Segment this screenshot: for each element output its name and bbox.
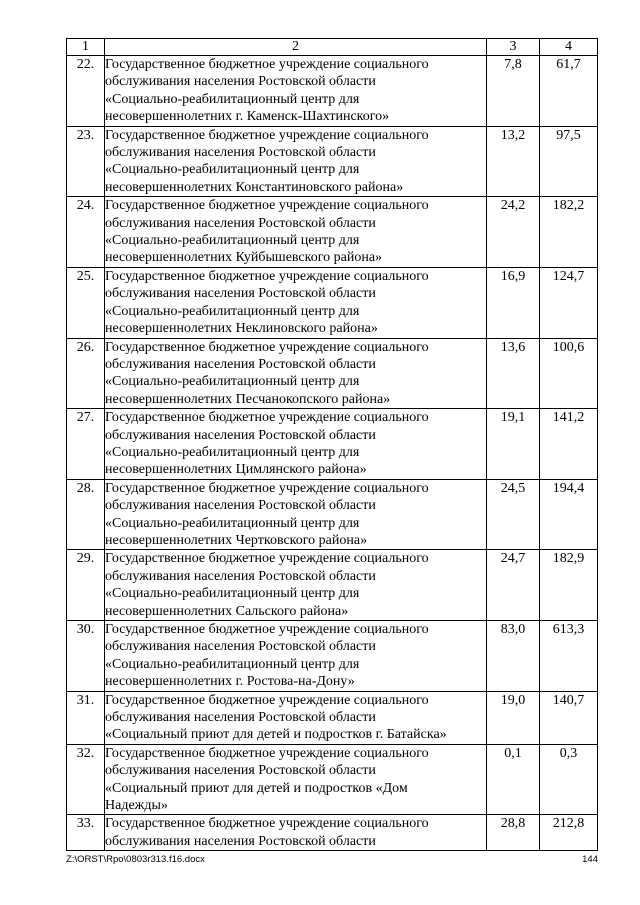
institution-name-line: несовершеннолетних г. Ростова-на-Дону» bbox=[105, 674, 355, 690]
institution-name bbox=[105, 621, 487, 692]
institution-name bbox=[105, 126, 487, 197]
institution-name-line: несовершеннолетних Неклиновского района» bbox=[105, 321, 378, 337]
institution-name-line: несовершеннолетних Чертковского района» bbox=[105, 532, 368, 548]
table-row bbox=[67, 550, 598, 621]
institution-name-line: обслуживания населения Ростовской области bbox=[105, 710, 376, 726]
institution-name-line: обслуживания населения Ростовской области bbox=[105, 568, 376, 584]
institution-name bbox=[105, 815, 487, 851]
row-number: 32. bbox=[67, 744, 105, 815]
institution-name bbox=[105, 197, 487, 268]
row-number: 26. bbox=[67, 338, 105, 409]
value-col-3: 0,1 bbox=[487, 744, 540, 815]
institution-name-line: «Социально-реабилитационный центр для bbox=[105, 444, 360, 460]
value-col-3: 19,1 bbox=[487, 409, 540, 480]
value-col-4: 0,3 bbox=[540, 744, 598, 815]
institution-name-line: «Социально-реабилитационный центр для bbox=[105, 586, 360, 602]
institution-name-line: обслуживания населения Ростовской области bbox=[105, 215, 376, 231]
row-number: 23. bbox=[67, 126, 105, 197]
institution-name-line: несовершеннолетних Константиновского района» bbox=[105, 179, 404, 195]
value-col-3: 19,0 bbox=[487, 691, 540, 744]
institution-name-line: Государственное бюджетное учреждение социального bbox=[105, 480, 429, 496]
value-col-4: 212,8 bbox=[540, 815, 598, 851]
value-col-3: 16,9 bbox=[487, 267, 540, 338]
value-col-4: 182,9 bbox=[540, 550, 598, 621]
institution-name-line: обслуживания населения Ростовской области bbox=[105, 286, 376, 302]
institution-name-line: Государственное бюджетное учреждение социального bbox=[105, 339, 429, 355]
table-row bbox=[67, 744, 598, 815]
institution-name bbox=[105, 550, 487, 621]
value-col-4: 100,6 bbox=[540, 338, 598, 409]
institution-name-line: обслуживания населения Ростовской области bbox=[105, 639, 376, 655]
value-col-3: 24,5 bbox=[487, 479, 540, 550]
row-number: 28. bbox=[67, 479, 105, 550]
institution-name bbox=[105, 338, 487, 409]
institution-name bbox=[105, 479, 487, 550]
institution-name-line: «Социально-реабилитационный центр для bbox=[105, 233, 360, 249]
row-number: 22. bbox=[67, 56, 105, 127]
header-col-2: 2 bbox=[105, 39, 487, 56]
value-col-4: 194,4 bbox=[540, 479, 598, 550]
table-row bbox=[67, 479, 598, 550]
value-col-3: 83,0 bbox=[487, 621, 540, 692]
institution-name-line: обслуживания населения Ростовской области bbox=[105, 427, 376, 443]
institution-name-line: Надежды» bbox=[105, 798, 168, 814]
header-col-4: 4 bbox=[540, 39, 598, 56]
institution-name-line: Государственное бюджетное учреждение социального bbox=[105, 622, 429, 637]
table-row bbox=[67, 56, 598, 127]
value-col-3: 13,2 bbox=[487, 126, 540, 197]
value-col-4: 61,7 bbox=[540, 56, 598, 127]
institution-name-line: несовершеннолетних г. Каменск-Шахтинского» bbox=[105, 109, 390, 125]
institution-name-line: «Социально-реабилитационный центр для bbox=[105, 162, 360, 178]
table-row bbox=[67, 197, 598, 268]
institution-name-line: несовершеннолетних Сальского района» bbox=[105, 603, 349, 619]
value-col-4: 613,3 bbox=[540, 621, 598, 692]
institution-name-line: Государственное бюджетное учреждение социального bbox=[105, 127, 429, 143]
value-col-3: 7,8 bbox=[487, 56, 540, 127]
header-col-1: 1 bbox=[67, 39, 105, 56]
footer-page-number: 144 bbox=[582, 854, 598, 865]
institution-name-line: Государственное бюджетное учреждение социального bbox=[105, 816, 429, 832]
row-number: 27. bbox=[67, 409, 105, 480]
value-col-3: 24,2 bbox=[487, 197, 540, 268]
institution-name bbox=[105, 56, 487, 127]
institution-name-line: «Социальный приют для детей и подростков «Дом bbox=[105, 780, 408, 796]
institution-name-line: Государственное бюджетное учреждение социального bbox=[105, 198, 429, 214]
row-number: 33. bbox=[67, 815, 105, 851]
document-table bbox=[66, 38, 598, 851]
row-number: 29. bbox=[67, 550, 105, 621]
value-col-4: 141,2 bbox=[540, 409, 598, 480]
value-col-3: 28,8 bbox=[487, 815, 540, 851]
value-col-4: 124,7 bbox=[540, 267, 598, 338]
table-row bbox=[67, 267, 598, 338]
row-number: 30. bbox=[67, 621, 105, 692]
institution-name bbox=[105, 691, 487, 744]
institution-name-line: «Социальный приют для детей и подростков г. Батайска» bbox=[105, 727, 447, 743]
institution-name-line: «Социально-реабилитационный центр для bbox=[105, 91, 360, 107]
table-row bbox=[67, 815, 598, 851]
institution-name bbox=[105, 267, 487, 338]
institution-name-line: Государственное бюджетное учреждение социального bbox=[105, 410, 429, 426]
row-number: 31. bbox=[67, 691, 105, 744]
institution-name bbox=[105, 744, 487, 815]
institution-name-line: Государственное бюджетное учреждение социального bbox=[105, 57, 429, 72]
institution-name-line: обслуживания населения Ростовской области bbox=[105, 145, 376, 161]
value-col-4: 140,7 bbox=[540, 691, 598, 744]
institution-name-line: Государственное бюджетное учреждение социального bbox=[105, 551, 429, 567]
institution-name-line: обслуживания населения Ростовской области bbox=[105, 763, 376, 779]
table-row bbox=[67, 409, 598, 480]
institution-name-line: обслуживания населения Ростовской области bbox=[105, 74, 376, 90]
table-header-row bbox=[67, 39, 598, 56]
institution-name-line: обслуживания населения Ростовской области bbox=[105, 833, 376, 849]
row-number: 25. bbox=[67, 267, 105, 338]
table-row bbox=[67, 338, 598, 409]
institution-name-line: несовершеннолетних Цимлянского района» bbox=[105, 462, 367, 478]
row-number: 24. bbox=[67, 197, 105, 268]
institution-name-line: «Социально-реабилитационный центр для bbox=[105, 515, 360, 531]
institution-name-line: «Социально-реабилитационный центр для bbox=[105, 303, 360, 319]
value-col-3: 13,6 bbox=[487, 338, 540, 409]
institution-name-line: «Социально-реабилитационный центр для bbox=[105, 374, 360, 390]
header-col-3: 3 bbox=[487, 39, 540, 56]
institution-name-line: несовершеннолетних Куйбышевского района» bbox=[105, 250, 383, 266]
value-col-4: 97,5 bbox=[540, 126, 598, 197]
table-row bbox=[67, 621, 598, 692]
institution-name bbox=[105, 409, 487, 480]
table-row bbox=[67, 691, 598, 744]
value-col-4: 182,2 bbox=[540, 197, 598, 268]
institution-name-line: обслуживания населения Ростовской области bbox=[105, 498, 376, 514]
footer-file-path: Z:\ORST\Rpo\0803r313.f16.docx bbox=[66, 854, 205, 865]
institution-name-line: Государственное бюджетное учреждение социального bbox=[105, 692, 429, 708]
institution-name-line: Государственное бюджетное учреждение социального bbox=[105, 745, 429, 761]
institution-name-line: «Социально-реабилитационный центр для bbox=[105, 656, 360, 672]
institution-name-line: обслуживания населения Ростовской области bbox=[105, 356, 376, 372]
institution-name-line: Государственное бюджетное учреждение социального bbox=[105, 268, 429, 284]
value-col-3: 24,7 bbox=[487, 550, 540, 621]
institution-name-line: несовершеннолетних Песчанокопского района» bbox=[105, 391, 391, 407]
table-row bbox=[67, 126, 598, 197]
